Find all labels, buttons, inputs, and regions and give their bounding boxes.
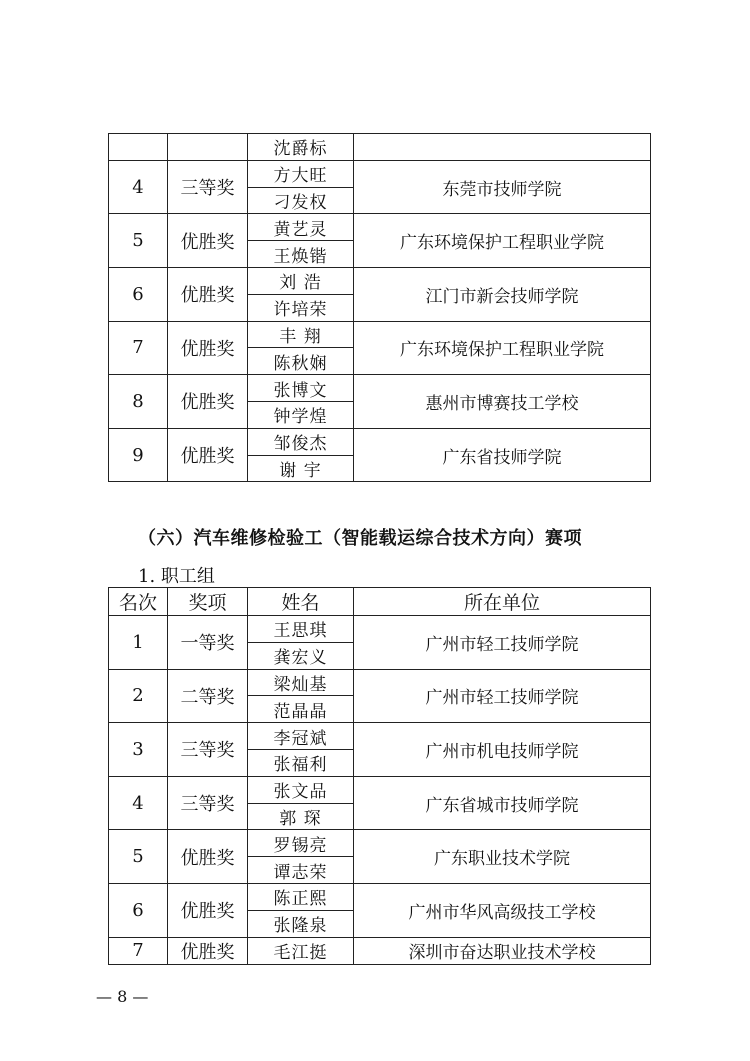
rank-cell: 6	[109, 267, 168, 321]
unit-cell: 广州市机电技师学院	[354, 723, 651, 777]
unit-cell: 东莞市技师学院	[354, 160, 651, 214]
rank-cell: 4	[109, 776, 168, 830]
unit-cell: 江门市新会技师学院	[354, 267, 651, 321]
group-title: 1. 职工组	[138, 566, 215, 587]
name-cell: 张福利	[248, 749, 354, 776]
unit-cell: 广东职业技术学院	[354, 830, 651, 884]
table-row	[109, 214, 651, 241]
unit-cell	[354, 134, 651, 161]
table-row	[109, 937, 651, 964]
table-row	[109, 776, 651, 803]
rank-cell: 5	[109, 830, 168, 884]
name-cell: 张隆泉	[248, 910, 354, 937]
award-cell: 优胜奖	[168, 428, 248, 482]
name-cell: 丰 翔	[248, 321, 354, 348]
table-header-row	[109, 588, 651, 616]
name-cell: 王思琪	[248, 616, 354, 643]
rank-cell: 4	[109, 160, 168, 214]
award-cell	[168, 134, 248, 161]
header-award: 奖项	[168, 588, 248, 616]
award-cell: 三等奖	[168, 160, 248, 214]
rank-cell: 9	[109, 428, 168, 482]
table-row	[109, 616, 651, 643]
rank-cell: 1	[109, 616, 168, 670]
name-cell: 方大旺	[248, 160, 354, 187]
table-row	[109, 669, 651, 696]
name-cell: 毛江挺	[248, 937, 354, 964]
rank-cell: 3	[109, 723, 168, 777]
rank-cell: 7	[109, 937, 168, 964]
table-row	[109, 134, 651, 161]
award-cell: 一等奖	[168, 616, 248, 670]
name-cell: 郭 琛	[248, 803, 354, 830]
name-cell: 张文品	[248, 776, 354, 803]
name-cell: 谭志荣	[248, 857, 354, 884]
name-cell: 沈爵标	[248, 134, 354, 161]
name-cell: 刁发权	[248, 187, 354, 214]
award-cell: 优胜奖	[168, 214, 248, 268]
unit-cell: 广州市轻工技师学院	[354, 669, 651, 723]
name-cell: 王焕锴	[248, 241, 354, 268]
name-cell: 黄艺灵	[248, 214, 354, 241]
unit-cell: 惠州市博赛技工学校	[354, 375, 651, 429]
rank-cell: 7	[109, 321, 168, 375]
unit-cell: 广东省技师学院	[354, 428, 651, 482]
award-cell: 优胜奖	[168, 883, 248, 937]
table-row	[109, 428, 651, 455]
award-cell: 优胜奖	[168, 375, 248, 429]
unit-cell: 深圳市奋达职业技术学校	[354, 937, 651, 964]
awards-table-continued	[108, 133, 651, 482]
award-cell: 优胜奖	[168, 830, 248, 884]
name-cell: 李冠斌	[248, 723, 354, 750]
unit-cell: 广州市轻工技师学院	[354, 616, 651, 670]
name-cell: 范晶晶	[248, 696, 354, 723]
award-cell: 三等奖	[168, 776, 248, 830]
name-cell: 邹俊杰	[248, 428, 354, 455]
table-row	[109, 267, 651, 294]
rank-cell	[109, 134, 168, 161]
table-row	[109, 830, 651, 857]
name-cell: 刘 浩	[248, 267, 354, 294]
award-cell: 优胜奖	[168, 321, 248, 375]
name-cell: 张博文	[248, 375, 354, 402]
name-cell: 陈秋娴	[248, 348, 354, 375]
rank-cell: 6	[109, 883, 168, 937]
name-cell: 陈正熙	[248, 883, 354, 910]
name-cell: 龚宏义	[248, 642, 354, 669]
unit-cell: 广东环境保护工程职业学院	[354, 321, 651, 375]
page-number: — 8 —	[96, 987, 149, 1006]
section-title: （六）汽车维修检验工（智能载运综合技术方向）赛项	[138, 528, 582, 549]
header-name: 姓名	[248, 588, 354, 616]
rank-cell: 2	[109, 669, 168, 723]
award-cell: 二等奖	[168, 669, 248, 723]
name-cell: 许培荣	[248, 294, 354, 321]
name-cell: 钟学煌	[248, 401, 354, 428]
rank-cell: 8	[109, 375, 168, 429]
table-row	[109, 321, 651, 348]
award-cell: 优胜奖	[168, 267, 248, 321]
table-row	[109, 723, 651, 750]
awards-table-staff-group	[108, 587, 651, 965]
name-cell: 梁灿基	[248, 669, 354, 696]
award-cell: 三等奖	[168, 723, 248, 777]
rank-cell: 5	[109, 214, 168, 268]
name-cell: 谢 宇	[248, 455, 354, 482]
award-cell: 优胜奖	[168, 937, 248, 964]
unit-cell: 广东环境保护工程职业学院	[354, 214, 651, 268]
table-row	[109, 375, 651, 402]
unit-cell: 广州市华风高级技工学校	[354, 883, 651, 937]
header-unit: 所在单位	[354, 588, 651, 616]
header-rank: 名次	[109, 588, 168, 616]
unit-cell: 广东省城市技师学院	[354, 776, 651, 830]
name-cell: 罗锡亮	[248, 830, 354, 857]
table-row	[109, 160, 651, 187]
table-row	[109, 883, 651, 910]
